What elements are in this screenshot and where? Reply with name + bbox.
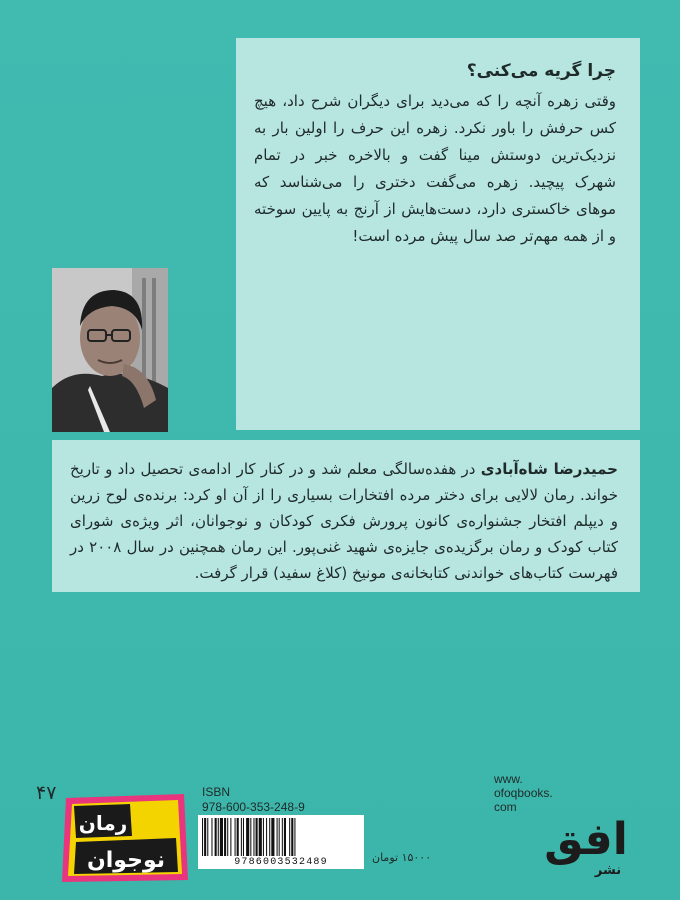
website-line2: ofoqbooks. <box>494 786 553 800</box>
isbn-label: ISBN <box>202 785 231 799</box>
bio-box <box>52 440 640 592</box>
price: ۱۵۰۰۰ تومان <box>372 851 432 864</box>
publisher-prefix: نشر <box>594 863 622 878</box>
blurb-box <box>236 38 640 430</box>
bio-body: در هفده‌سالگی معلم شد و در کنار کار ادامه‌ی تحصیل داد و تاریخ خواند. رمان لالایی برای دختر مرده افتخارات بسیاری را از آن او کرد: برنده‌ی لوح زرین و دیپلم افتخار جشنواره‌ی کانون پرورش فکری کودکان و نوجوانان، اثر ویژه‌ی شورای کتاب کودک و رمان برگزیده‌ی جایزه‌ی شهید غنی‌پور. این رمان همچنین در سال ۲۰۰۸ در فهرست کتاب‌های خواندنی کتابخانه‌ی مونیخ (کلاغ سفید) قرار گرفت. <box>70 460 618 582</box>
author-photo <box>52 268 168 432</box>
website-line3: com <box>494 800 517 814</box>
author-portrait-icon <box>52 268 168 432</box>
author-name: حمیدرضا شاه‌آبادی <box>480 460 618 478</box>
series-line1: رمان <box>78 811 128 835</box>
barcode <box>198 815 364 869</box>
page-number: ۴۷ <box>36 782 57 804</box>
blurb-text: وقتی زهره آنچه را که می‌دید برای دیگران شرح داد، هیچ کس حرفش را باور نکرد. زهره این حرف را اولین بار به نزدیک‌ترین دوستش مینا گفت و بالاخره خبر در تمام شهرک پیچید. زهره می‌گفت دختری را می‌شناسد که موهای خاکستری دارد، دست‌هایش از آرنج به پایین سوخته و از همه مهم‌تر صد سال پیش مرده است! <box>254 92 616 245</box>
blurb-title: چرا گریه می‌کنی؟ <box>466 61 616 81</box>
publisher-logo <box>526 798 628 878</box>
series-logo <box>60 790 192 886</box>
bio-text <box>70 456 618 586</box>
isbn-number: 978-600-353-248-9 <box>202 800 305 814</box>
barcode-bars <box>198 815 364 857</box>
barcode-digits: 9786003532489 <box>234 857 328 868</box>
publisher-name: افق <box>544 814 628 865</box>
website-line1: www. <box>494 772 523 786</box>
series-line2: نوجوان <box>86 848 166 873</box>
